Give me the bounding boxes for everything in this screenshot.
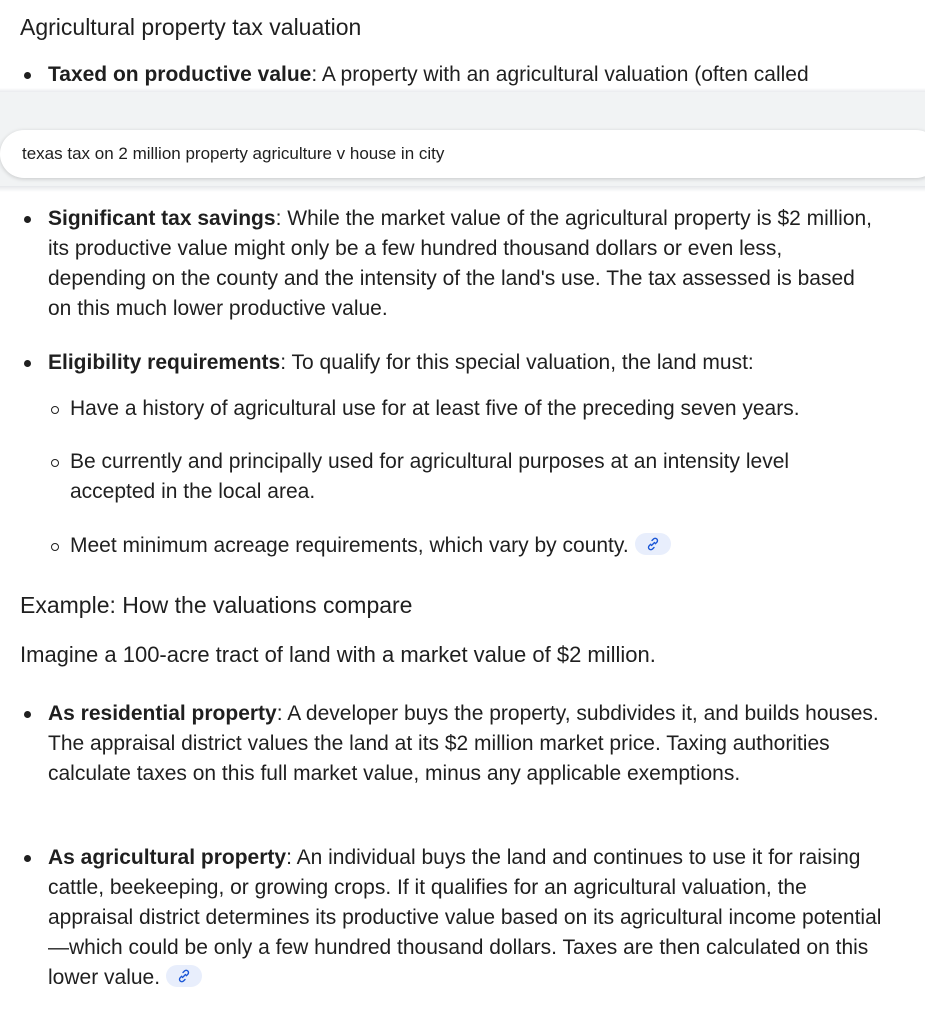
section-heading: Agricultural property tax valuation (20, 14, 362, 40)
list-item (24, 348, 884, 378)
sub-list-item (51, 531, 871, 561)
bullet-text: : A property with an agricultural valuation (often called (311, 63, 809, 86)
link-icon (646, 537, 660, 551)
sub-list-item (51, 447, 871, 507)
list-item (24, 843, 884, 993)
bullet-text: : An individual buys the land and continues to use it for raising cattle, beekeeping, or growing crops. If it qualifies for an agricultural valuation, the appraisal district determines its productive value based on its agricultural income potential—which could be only a few hundred thousand dollars. Taxes are then calculated on this lower value. (48, 846, 882, 989)
sub-bullet-ring (51, 459, 59, 467)
bullet-text: : To qualify for this special valuation, the land must: (280, 351, 754, 374)
sub-bullet-ring (51, 406, 59, 414)
list-item (24, 204, 884, 324)
bullet-bold-label: Eligibility requirements (48, 351, 281, 374)
search-bar[interactable] (0, 130, 925, 178)
overlay-edge-bottom (0, 186, 925, 192)
bullet-dot (24, 72, 31, 79)
list-item (24, 699, 884, 789)
source-link-chip[interactable] (635, 533, 671, 555)
intro-paragraph: Imagine a 100-acre tract of land with a market value of $2 million. (20, 642, 656, 667)
sub-list-item (51, 394, 871, 424)
link-icon (177, 969, 191, 983)
search-query[interactable]: texas tax on 2 million property agriculture v house in city (22, 144, 445, 163)
bullet-bold-label: As residential property (48, 702, 277, 725)
bullet-text: : A developer buys the property, subdivides it, and builds houses. The appraisal district values the land at its $2 million market price. Taxing authorities calculate taxes on this full market value, minus any applicable exemptions. (48, 702, 879, 785)
bullet-bold-label: Significant tax savings (48, 207, 276, 230)
bullet-dot (24, 711, 31, 718)
bullet-dot (24, 216, 31, 223)
sub-bullet-text: Have a history of agricultural use for at least five of the preceding seven years. (70, 397, 800, 420)
sub-bullet-text: Meet minimum acreage requirements, which vary by county. (70, 534, 629, 557)
list-item (24, 60, 884, 90)
sub-bullet-text: Be currently and principally used for agricultural purposes at an intensity level accepted in the local area. (70, 450, 790, 503)
overlay-edge-top (0, 88, 925, 92)
bullet-dot (24, 360, 31, 367)
bullet-text: : While the market value of the agricultural property is $2 million, its productive value might only be a few hundred thousand dollars or even less, depending on the county and the intensity of the land's use. The tax assessed is based on this much lower productive value. (48, 207, 873, 320)
sub-bullet-ring (51, 543, 59, 551)
section-heading: Example: How the valuations compare (20, 592, 413, 618)
bullet-dot (24, 855, 31, 862)
bullet-bold-label: Taxed on productive value (48, 63, 312, 86)
source-link-chip[interactable] (166, 965, 202, 987)
bullet-bold-label: As agricultural property (48, 846, 287, 869)
